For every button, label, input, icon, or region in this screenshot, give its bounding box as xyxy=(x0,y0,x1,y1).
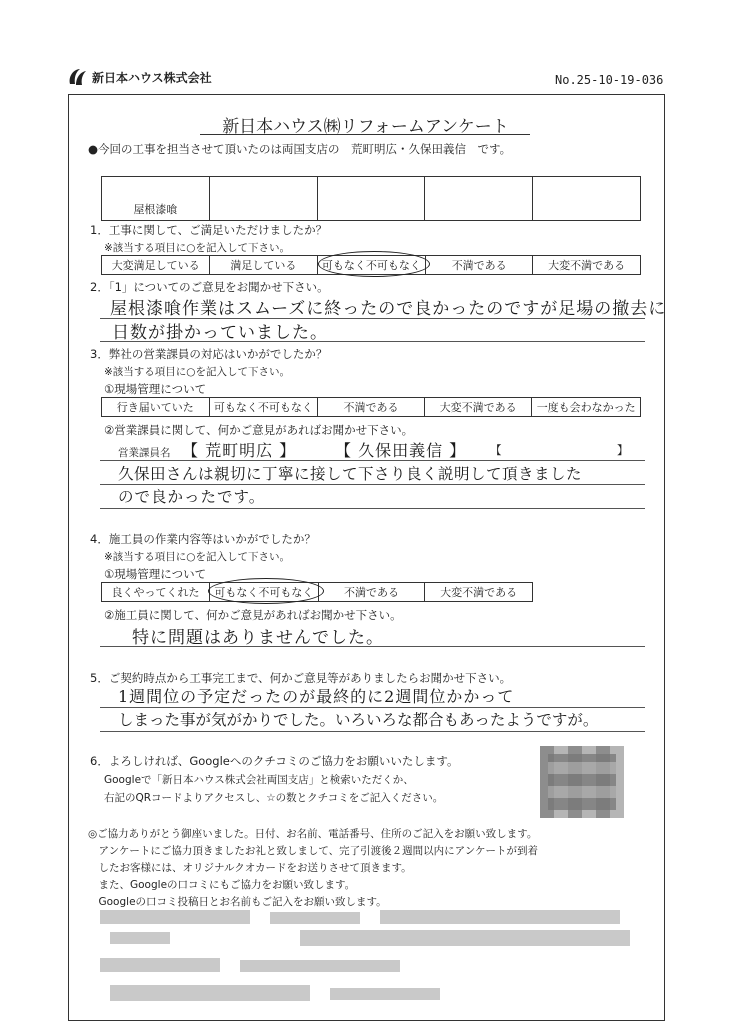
q3-option[interactable]: 行き届いていた xyxy=(102,398,210,417)
answer-rule xyxy=(100,341,645,342)
q6-line2: 右記のQRコードよりアクセスし、☆の数とクチコミをご記入ください。 xyxy=(104,792,444,804)
q1-option[interactable]: 満足している xyxy=(210,256,317,275)
redaction-block xyxy=(240,960,400,972)
redaction-block xyxy=(110,985,310,1001)
q4-option[interactable]: 不満である xyxy=(318,583,425,602)
staff-name-2: 【 久保田義信 】 xyxy=(335,441,467,460)
q1-option[interactable]: 大変満足している xyxy=(102,256,210,275)
redaction-block xyxy=(100,958,220,972)
q1-option[interactable]: 可もなく不可もなく xyxy=(317,256,426,275)
q1-option[interactable]: 不満である xyxy=(426,256,533,275)
q4-option[interactable]: 大変不満である xyxy=(425,583,533,602)
staff-name-1: 【 荒町明広 】 xyxy=(182,441,297,460)
q5-answer-line: しまった事が気がかりでした。いろいろな都合もあったようですが。 xyxy=(118,711,599,729)
work-items-table xyxy=(101,176,641,221)
qr-code-pattern xyxy=(548,754,616,810)
q3-answer-line: ので良かったです。 xyxy=(118,488,266,506)
q1-selected-circle xyxy=(318,251,430,277)
work-item-cell xyxy=(209,177,317,221)
q3-sub1: ①現場管理について xyxy=(104,382,207,396)
form-title: 新日本ハウス㈱リフォームアンケート xyxy=(222,117,509,137)
company-logo-icon xyxy=(66,66,88,88)
q4-sub2: ②施工員に関して、何かご意見があればお聞かせ下さい。 xyxy=(104,608,402,622)
q3-option[interactable]: 不満である xyxy=(318,398,425,417)
q3-question: 3．弊社の営業課員の対応はいかがでしたか？ xyxy=(90,347,328,361)
redaction-block xyxy=(270,912,360,924)
q1-question: 1．工事に関して、ご満足いただけましたか？ xyxy=(90,223,328,237)
redaction-block xyxy=(300,930,630,946)
q3-sub2: ②営業課員に関して、何かご意見があればお聞かせ下さい。 xyxy=(104,423,414,437)
q5-question: 5．ご契約時点から工事完工まで、何かご意見等がありましたらお聞かせ下さい。 xyxy=(90,671,512,685)
q2-question: 2．「1」についてのご意見をお聞かせ下さい。 xyxy=(90,280,329,294)
q6-question: 6．よろしければ、Googleへのクチコミのご協力をお願いいたします。 xyxy=(90,754,459,768)
q1-note: ※該当する項目に○を記入して下さい。 xyxy=(104,242,290,254)
q4-selected-circle xyxy=(208,578,324,604)
q4-sub1: ①現場管理について xyxy=(104,567,207,581)
answer-rule xyxy=(100,460,645,461)
q6-line1: Googleで「新日本ハウス株式会社両国支店」と検索いただくか、 xyxy=(104,774,414,786)
footer-line: ◎ご協力ありがとう御座いました。日付、お名前、電話番号、住所のご記入をお願い致します。 xyxy=(88,828,538,840)
work-item-cell xyxy=(425,177,533,221)
redaction-block xyxy=(100,910,250,924)
q3-options xyxy=(101,397,641,417)
q4-question: 4．施工員の作業内容等はいかがでしたか？ xyxy=(90,532,316,546)
qr-code-icon[interactable] xyxy=(540,746,624,818)
staff-bracket-open: 【 xyxy=(490,443,502,457)
q5-answer-line: 1週間位の予定だったのが最終的に2週間位かかって xyxy=(118,687,515,706)
q1-option[interactable]: 大変不満である xyxy=(533,256,641,275)
work-item-cell: 屋根漆喰 xyxy=(102,177,210,221)
footer-line: アンケートにご協力頂きましたお礼と致しまして、完了引渡後２週間以内にアンケートが到着 xyxy=(88,845,539,857)
q4-answer-line: 特に問題はありませんでした。 xyxy=(132,628,384,648)
staff-bracket-close: 】 xyxy=(617,443,629,457)
intro-text: ●今回の工事を担当させて頂いたのは両国支店の 荒町明広・久保田義信 です。 xyxy=(88,142,512,156)
q2-answer-line: 屋根漆喰作業はスムーズに終ったので良かったのですが足場の撤去に xyxy=(110,299,667,319)
footer-line: したお客様には、オリジナルクオカードをお送りさせて頂きます。 xyxy=(88,862,412,874)
q4-option[interactable]: 可もなく不可もなく xyxy=(210,583,319,602)
redaction-block xyxy=(380,910,620,924)
q3-answer-line: 久保田さんは親切に丁寧に接して下さり良く説明して頂きました xyxy=(118,465,583,483)
answer-rule xyxy=(100,508,645,509)
q4-note: ※該当する項目に○を記入して下さい。 xyxy=(104,551,290,563)
q4-option[interactable]: 良くやってくれた xyxy=(102,583,210,602)
work-item-cell xyxy=(317,177,425,221)
answer-rule xyxy=(100,646,645,647)
q3-option[interactable]: 大変不満である xyxy=(424,398,532,417)
redaction-block xyxy=(110,932,170,944)
q3-option[interactable]: 一度も会わなかった xyxy=(532,398,641,417)
answer-rule xyxy=(100,731,645,732)
title-underline xyxy=(200,134,530,135)
work-item-cell xyxy=(533,177,641,221)
footer-line: Googleの口コミ投稿日とお名前もご記入をお願い致します。 xyxy=(88,896,387,908)
q3-option[interactable]: 可もなく不可もなく xyxy=(209,398,318,417)
q3-note: ※該当する項目に○を記入して下さい。 xyxy=(104,366,290,378)
staff-label: 営業課員名 xyxy=(118,447,171,459)
document-number: No.25-10-19-036 xyxy=(555,73,664,87)
q2-answer-line: 日数が掛かっていました。 xyxy=(112,323,328,343)
company-name: 新日本ハウス株式会社 xyxy=(92,71,212,85)
footer-line: また、Googleの口コミにもご協力をお願い致します。 xyxy=(88,879,356,891)
redaction-block xyxy=(330,988,440,1000)
